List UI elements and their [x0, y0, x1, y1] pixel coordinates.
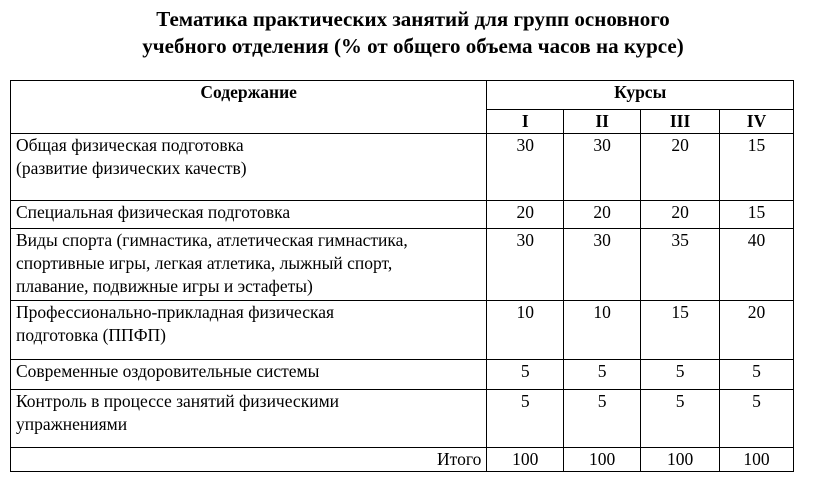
total-label: Итого [11, 448, 487, 472]
cell-value: 30 [487, 134, 564, 201]
cell-value: 5 [564, 360, 641, 390]
page-title [0, 6, 816, 60]
total-value: 100 [564, 448, 641, 472]
cell-value: 40 [720, 229, 794, 301]
table-row [11, 360, 794, 390]
cell-value: 10 [564, 301, 641, 360]
cell-value: 20 [641, 201, 720, 229]
header-content: Содержание [11, 81, 487, 134]
row-label-line: Виды спорта (гимнастика, атлетическая гимнастика, [16, 230, 408, 250]
cell-value: 15 [641, 301, 720, 360]
row-label [11, 201, 487, 229]
row-label-line: Контроль в процессе занятий физическими [16, 391, 340, 411]
cell-value: 5 [487, 360, 564, 390]
row-label [11, 390, 487, 448]
topics-table [10, 80, 794, 472]
cell-value: 30 [564, 229, 641, 301]
course-column-1: I [487, 110, 564, 134]
row-label-line: подготовка (ППФП) [16, 325, 166, 345]
row-label-line: (развитие физических качеств) [16, 158, 247, 178]
cell-value: 30 [487, 229, 564, 301]
course-column-3: III [641, 110, 720, 134]
total-row [11, 448, 794, 472]
cell-value: 30 [564, 134, 641, 201]
row-label [11, 360, 487, 390]
total-value: 100 [720, 448, 794, 472]
cell-value: 10 [487, 301, 564, 360]
table-row [11, 301, 794, 360]
course-column-4: IV [720, 110, 794, 134]
row-label [11, 229, 487, 301]
title-line-1: Тематика практических занятий для групп основного [156, 7, 670, 31]
cell-value: 15 [720, 201, 794, 229]
table-row [11, 134, 794, 201]
total-value: 100 [487, 448, 564, 472]
cell-value: 35 [641, 229, 720, 301]
cell-value: 5 [720, 360, 794, 390]
table-row [11, 229, 794, 301]
title-line-2: учебного отделения (% от общего объема часов на курсе) [142, 34, 684, 58]
row-label-line: плавание, подвижные игры и эстафеты) [16, 276, 313, 296]
row-label [11, 301, 487, 360]
row-label-line: Профессионально-прикладная физическая [16, 302, 335, 322]
table-header-row [11, 81, 794, 110]
row-label-line: Специальная физическая подготовка [16, 202, 291, 222]
cell-value: 20 [487, 201, 564, 229]
cell-value: 20 [720, 301, 794, 360]
table-row [11, 390, 794, 448]
row-label-line: упражнениями [16, 414, 128, 434]
row-label-line: Общая физическая подготовка [16, 135, 244, 155]
table-row [11, 201, 794, 229]
cell-value: 5 [720, 390, 794, 448]
row-label [11, 134, 487, 201]
cell-value: 5 [641, 360, 720, 390]
total-value: 100 [641, 448, 720, 472]
cell-value: 15 [720, 134, 794, 201]
course-column-2: II [564, 110, 641, 134]
row-label-line: спортивные игры, легкая атлетика, лыжный спорт, [16, 253, 393, 273]
cell-value: 20 [641, 134, 720, 201]
cell-value: 5 [564, 390, 641, 448]
header-courses: Курсы [487, 81, 794, 110]
row-label-line: Современные оздоровительные системы [16, 361, 320, 381]
cell-value: 5 [641, 390, 720, 448]
cell-value: 5 [487, 390, 564, 448]
cell-value: 20 [564, 201, 641, 229]
